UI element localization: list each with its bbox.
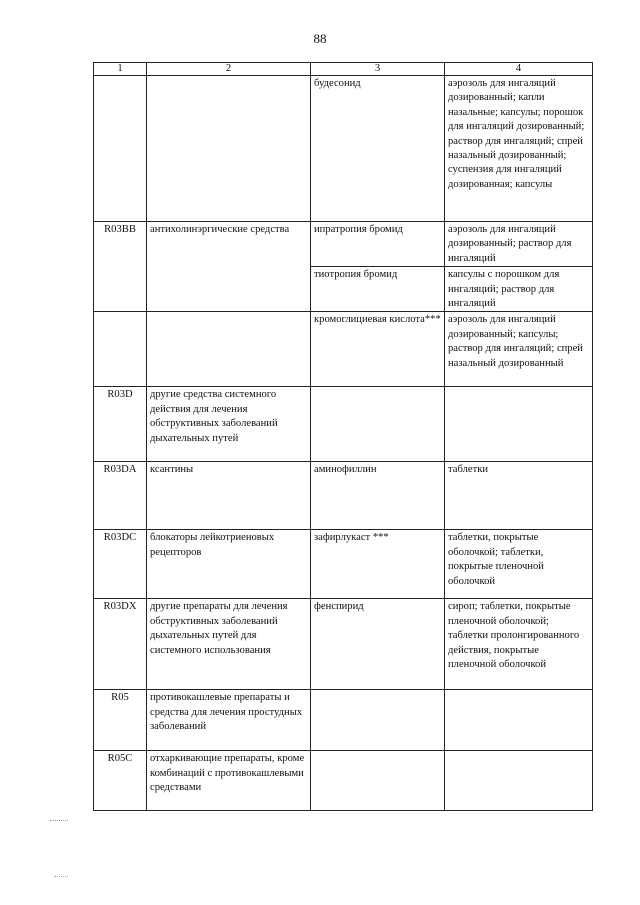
dosage-form-cell: таблетки, покрытые оболочкой; таблетки, покрытые пленочной оболочкой [445, 530, 593, 599]
substance-cell: будесонид [311, 76, 445, 222]
group-cell: ксантины [147, 462, 311, 530]
table-row [94, 690, 593, 751]
substance-cell [311, 690, 445, 751]
column-header: 2 [147, 63, 311, 76]
column-header: 1 [94, 63, 147, 76]
table-row [94, 530, 593, 599]
dosage-form-cell [445, 751, 593, 811]
table-row [94, 222, 593, 267]
dosage-form-cell [445, 387, 593, 462]
drug-table [93, 62, 593, 811]
group-cell: блокаторы лейкотриеновых рецепторов [147, 530, 311, 599]
dosage-form-cell [445, 690, 593, 751]
table-row [94, 76, 593, 222]
substance-cell: аминофиллин [311, 462, 445, 530]
atc-code-cell: R03BB [94, 222, 147, 312]
column-header: 4 [445, 63, 593, 76]
atc-code-cell: R03DX [94, 599, 147, 690]
atc-code-cell: R03D [94, 387, 147, 462]
dosage-form-cell: капсулы с порошком для ингаляций; раствор для ингаляций [445, 267, 593, 312]
column-header: 3 [311, 63, 445, 76]
group-cell: противокашлевые препараты и средства для лечения простудных заболеваний [147, 690, 311, 751]
scan-mark [50, 820, 68, 822]
group-cell: другие средства системного действия для лечения обструктивных заболеваний дыхательных путей [147, 387, 311, 462]
group-cell: другие препараты для лечения обструктивных заболеваний дыхательных путей для системного использования [147, 599, 311, 690]
table-row [94, 462, 593, 530]
scan-mark [54, 876, 68, 878]
substance-cell: ипратропия бромид [311, 222, 445, 267]
table-row [94, 599, 593, 690]
atc-code-cell [94, 312, 147, 387]
substance-cell: фенспирид [311, 599, 445, 690]
dosage-form-cell: сироп; таблетки, покрытые пленочной оболочкой; таблетки пролонгированного действия, покрытые пленочной оболочкой [445, 599, 593, 690]
table-row [94, 387, 593, 462]
atc-code-cell: R05 [94, 690, 147, 751]
atc-code-cell: R03DC [94, 530, 147, 599]
table-row [94, 751, 593, 811]
table-row [94, 312, 593, 387]
substance-cell: тиотропия бромид [311, 267, 445, 312]
atc-code-cell: R03DA [94, 462, 147, 530]
group-cell [147, 76, 311, 222]
table-header-row [94, 63, 593, 76]
dosage-form-cell: таблетки [445, 462, 593, 530]
page-number: 88 [313, 31, 327, 46]
atc-code-cell [94, 76, 147, 222]
substance-cell: зафирлукаст *** [311, 530, 445, 599]
substance-cell [311, 751, 445, 811]
group-cell [147, 312, 311, 387]
atc-code-cell: R05C [94, 751, 147, 811]
dosage-form-cell: аэрозоль для ингаляций дозированный; капсулы; раствор для ингаляций; спрей назальный дозированный [445, 312, 593, 387]
dosage-form-cell: аэрозоль для ингаляций дозированный; капли назальные; капсулы; порошок для ингаляций дозированный; раствор для ингаляций; спрей назальный дозированный; суспензия для ингаляций дозированная; капсулы [445, 76, 593, 222]
substance-cell [311, 387, 445, 462]
dosage-form-cell: аэрозоль для ингаляций дозированный; раствор для ингаляций [445, 222, 593, 267]
group-cell: отхаркивающие препараты, кроме комбинаций с противокашлевыми средствами [147, 751, 311, 811]
group-cell: антихолинэргические средства [147, 222, 311, 312]
substance-cell: кромоглициевая кислота*** [311, 312, 445, 387]
